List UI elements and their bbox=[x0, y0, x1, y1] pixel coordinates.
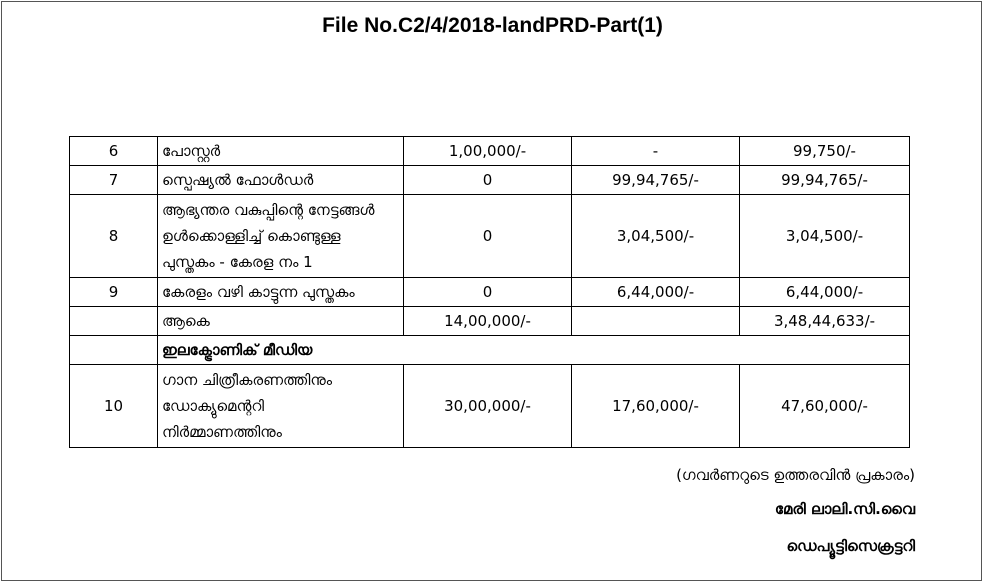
amount-cell: 17,60,000/- bbox=[572, 365, 740, 448]
amount-cell: 0 bbox=[404, 278, 572, 307]
row-number: 10 bbox=[70, 365, 158, 448]
total-label: ആകെ bbox=[158, 307, 404, 336]
expense-table bbox=[69, 136, 910, 448]
signatory-designation: ഡെപ്യൂട്ടിസെക്രട്ടറി bbox=[786, 537, 915, 555]
total-amount: 14,00,000/- bbox=[404, 307, 572, 336]
section-row bbox=[70, 336, 910, 365]
empty-cell bbox=[70, 307, 158, 336]
amount-cell: 6,44,000/- bbox=[740, 278, 910, 307]
amount-cell: 30,00,000/- bbox=[404, 365, 572, 448]
item-line: ഗാന ചിത്രീകരണത്തിനും bbox=[162, 371, 333, 389]
total-amount: 3,48,44,633/- bbox=[740, 307, 910, 336]
table-row bbox=[70, 365, 910, 448]
section-heading: ഇലക്ട്രോണിക് മീഡിയ bbox=[158, 336, 910, 365]
amount-cell: 1,00,000/- bbox=[404, 137, 572, 166]
table-row bbox=[70, 137, 910, 166]
amount-cell: 99,94,765/- bbox=[740, 166, 910, 195]
row-number: 6 bbox=[70, 137, 158, 166]
item-line: പുസ്തകം - കേരള നം 1 bbox=[162, 253, 313, 271]
item-line: ഡോക്യുമെന്ററി bbox=[162, 397, 264, 415]
amount-cell: 0 bbox=[404, 166, 572, 195]
row-number: 9 bbox=[70, 278, 158, 307]
row-number: 8 bbox=[70, 195, 158, 278]
item-description: പോസ്റ്റർ bbox=[158, 137, 404, 166]
empty-cell bbox=[70, 336, 158, 365]
total-row bbox=[70, 307, 910, 336]
amount-cell: 99,750/- bbox=[740, 137, 910, 166]
item-description bbox=[158, 365, 404, 448]
empty-cell bbox=[572, 307, 740, 336]
table-row bbox=[70, 278, 910, 307]
order-note: (ഗവർണറുടെ ഉത്തരവിൻ പ്രകാരം) bbox=[676, 466, 915, 484]
item-line: ഉൾക്കൊള്ളിച്ച് കൊണ്ടുള്ള bbox=[162, 227, 341, 245]
page-title: File No.C2/4/2018-landPRD-Part(1) bbox=[322, 14, 663, 37]
amount-cell: 47,60,000/- bbox=[740, 365, 910, 448]
amount-cell: - bbox=[572, 137, 740, 166]
amount-cell: 3,04,500/- bbox=[572, 195, 740, 278]
row-number: 7 bbox=[70, 166, 158, 195]
amount-cell: 0 bbox=[404, 195, 572, 278]
item-description bbox=[158, 195, 404, 278]
amount-cell: 99,94,765/- bbox=[572, 166, 740, 195]
item-description: കേരളം വഴി കാട്ടുന്ന പുസ്തകം bbox=[158, 278, 404, 307]
item-line: ആഭ്യന്തര വകുപ്പിന്റെ നേട്ടങ്ങൾ bbox=[162, 201, 375, 219]
item-line: നിർമ്മാണത്തിനും bbox=[162, 423, 282, 441]
amount-cell: 3,04,500/- bbox=[740, 195, 910, 278]
amount-cell: 6,44,000/- bbox=[572, 278, 740, 307]
table-row bbox=[70, 166, 910, 195]
item-description: സ്പെഷ്യൽ ഫോൾഡർ bbox=[158, 166, 404, 195]
signatory-name: മേരി ലാലി.സി.വൈ bbox=[774, 500, 915, 518]
table-row bbox=[70, 195, 910, 278]
